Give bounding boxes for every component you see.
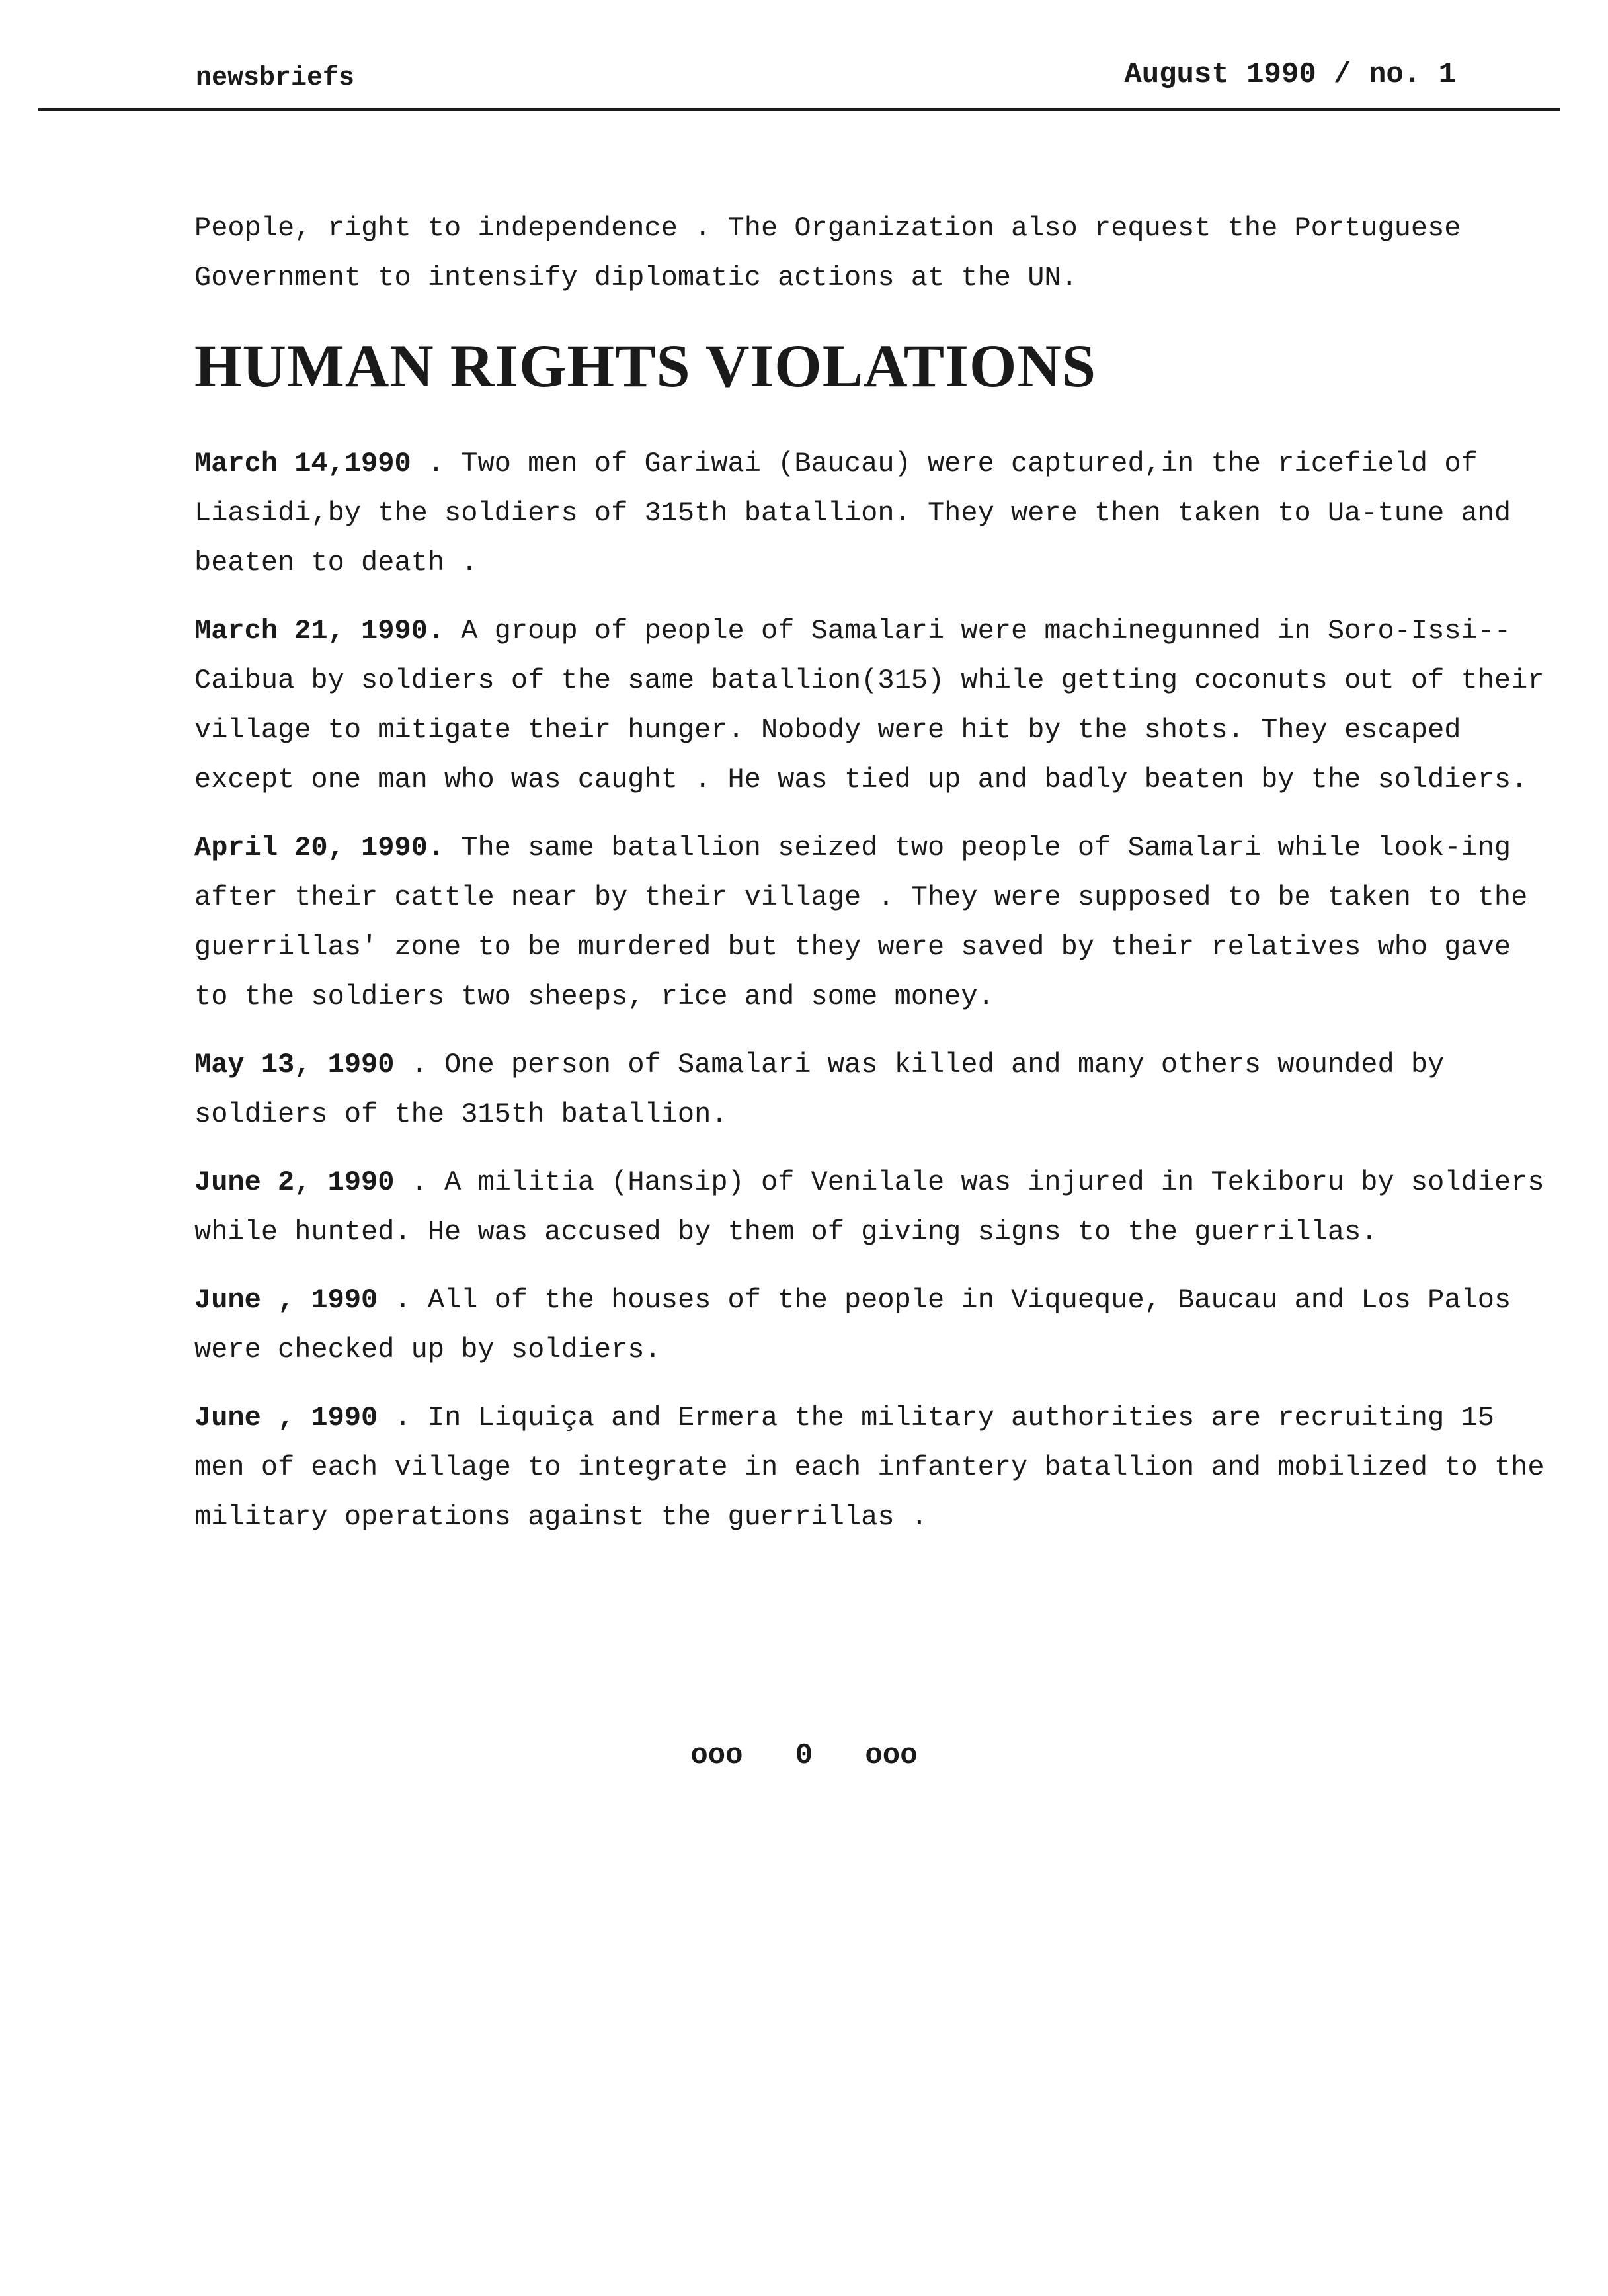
- entry-text: . One person of Samalari was killed and many others wounded by soldiers of the 315th batallion.: [194, 1049, 1445, 1130]
- intro-paragraph: People, right to independence . The Organization also request the Portuguese Government to intensify diplomatic actions at the UN.: [194, 212, 1461, 294]
- entry-text: . All of the houses of the people in Viqueque, Baucau and Los Palos were checked up by soldiers.: [194, 1284, 1511, 1366]
- violation-entries: [194, 439, 1550, 1561]
- section-title: HUMAN RIGHTS VIOLATIONS: [194, 332, 1097, 399]
- entry-june-recruiting: [194, 1393, 1550, 1542]
- publication-name: newsbriefs: [196, 63, 355, 93]
- entry-date: June , 1990: [194, 1402, 378, 1434]
- entry-date: May 13, 1990: [194, 1049, 395, 1081]
- entry-text: . Two men of Gariwai (Baucau) were captured,in the ricefield of Liasidi,by the soldiers of 315th batallion. They were then taken to Ua-tune and beaten to death .: [194, 448, 1511, 579]
- entry-date: June , 1990: [194, 1284, 378, 1316]
- header-divider: [38, 108, 1560, 111]
- entry-march-14: [194, 439, 1550, 588]
- entry-march-21: [194, 606, 1550, 805]
- entry-date: March 21, 1990.: [194, 615, 445, 647]
- entry-date: March 14,1990: [194, 448, 411, 479]
- entry-text: A group of people of Samalari were machinegunned in Soro-Issi--Caibua by soldiers of the same batallion(315) while getting coconuts out of their village to mitigate their hunger. Nobody were hit by the shots. They escaped except one man who was caught . He was tied up and badly beaten by the soldiers.: [194, 615, 1545, 796]
- entry-date: June 2, 1990: [194, 1167, 395, 1198]
- entry-may-13: [194, 1040, 1550, 1139]
- issue-date: August 1990 / no. 1: [1124, 58, 1456, 91]
- end-of-section-mark: ooo 0 ooo: [690, 1739, 918, 1772]
- entry-text: . A militia (Hansip) of Venilale was injured in Tekiboru by soldiers while hunted. He was accused by them of giving signs to the guerrillas.: [194, 1167, 1545, 1248]
- entry-text: . In Liquiça and Ermera the military authorities are recruiting 15 men of each village to integrate in each infantery batallion and mobilized to the military operations against the guerrillas .: [194, 1402, 1545, 1533]
- entry-june-2: [194, 1158, 1550, 1257]
- entry-june-houses: [194, 1276, 1550, 1375]
- entry-date: April 20, 1990.: [194, 832, 445, 864]
- entry-april-20: [194, 823, 1550, 1022]
- entry-text: The same batallion seized two people of Samalari while look-ing after their cattle near by their village . They were supposed to be taken to the guerrillas' zone to be murdered but they were saved by their relatives who gave to the soldiers two sheeps, rice and some money.: [194, 832, 1528, 1012]
